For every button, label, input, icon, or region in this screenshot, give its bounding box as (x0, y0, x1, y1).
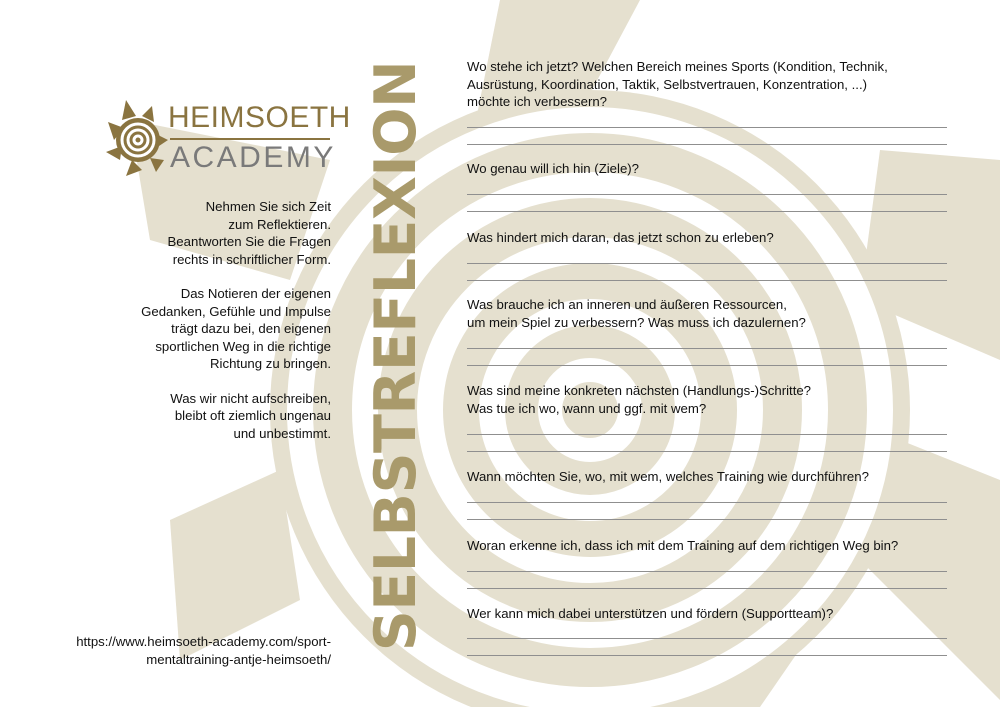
intro-paragraph: Nehmen Sie sich Zeit zum Reflektieren. Beantworten Sie die Fragen rechts in schriftlicher Form. (167, 199, 331, 267)
writing-line[interactable] (467, 280, 947, 281)
writing-line[interactable] (467, 434, 947, 435)
question-text: Was hindert mich daran, das jetzt schon zu erleben? (467, 230, 774, 245)
logo-wordmark-heimsoeth: HEIMSOETH (168, 101, 351, 134)
question-block (467, 382, 947, 417)
logo-divider (170, 138, 330, 140)
writing-line[interactable] (467, 638, 947, 639)
writing-line[interactable] (467, 263, 947, 264)
intro-paragraph: Was wir nicht aufschreiben, bleibt oft ziemlich ungenau und unbestimmt. (170, 390, 331, 441)
question-text: Woran erkenne ich, dass ich mit dem Training auf dem richtigen Weg bin? (467, 538, 899, 553)
page-title: SELBSTREFLEXION (363, 60, 429, 652)
writing-line[interactable] (467, 127, 947, 128)
question-block (467, 296, 947, 331)
title-container (363, 40, 429, 672)
question-text: Was brauche ich an inneren und äußeren Ressourcen, um mein Spiel zu verbessern? Was muss ich dazulernen? (467, 297, 806, 330)
question-block (467, 537, 947, 555)
intro-paragraph: Das Notieren der eigenen Gedanken, Gefühle und Impulse trägt dazu bei, den eigenen sportlichen Weg in die richtige Richtung zu bringen. (141, 286, 331, 371)
writing-line[interactable] (467, 211, 947, 212)
writing-line[interactable] (467, 194, 947, 195)
writing-line[interactable] (467, 655, 947, 656)
sun-spiral-icon (106, 100, 170, 176)
question-text: Wer kann mich dabei unterstützen und fördern (Supportteam)? (467, 606, 834, 621)
heimsoeth-academy-logo (106, 100, 351, 180)
writing-line[interactable] (467, 519, 947, 520)
website-url: https://www.heimsoeth-academy.com/sport- mentaltraining-antje-heimsoeth/ (76, 634, 331, 667)
writing-line[interactable] (467, 571, 947, 572)
writing-line[interactable] (467, 144, 947, 145)
intro-text (91, 198, 331, 459)
question-block (467, 605, 947, 623)
question-text: Wo genau will ich hin (Ziele)? (467, 161, 640, 176)
writing-line[interactable] (467, 348, 947, 349)
writing-line[interactable] (467, 451, 947, 452)
question-block (467, 468, 947, 486)
logo-wordmark-academy: ACADEMY (170, 141, 336, 174)
question-text: Wann möchten Sie, wo, mit wem, welches Training wie durchführen? (467, 469, 869, 484)
question-block (467, 160, 947, 178)
question-block (467, 229, 947, 247)
question-text: Wo stehe ich jetzt? Welchen Bereich meines Sports (Kondition, Technik, Ausrüstung, Koordination, Taktik, Selbstvertrauen, Konzentration, ...) möchte ich verbessern? (467, 59, 888, 109)
writing-line[interactable] (467, 365, 947, 366)
question-text: Was sind meine konkreten nächsten (Handlungs-)Schritte? Was tue ich wo, wann und ggf. mit wem? (467, 383, 812, 416)
writing-line[interactable] (467, 502, 947, 503)
question-block (467, 58, 947, 111)
writing-line[interactable] (467, 588, 947, 589)
